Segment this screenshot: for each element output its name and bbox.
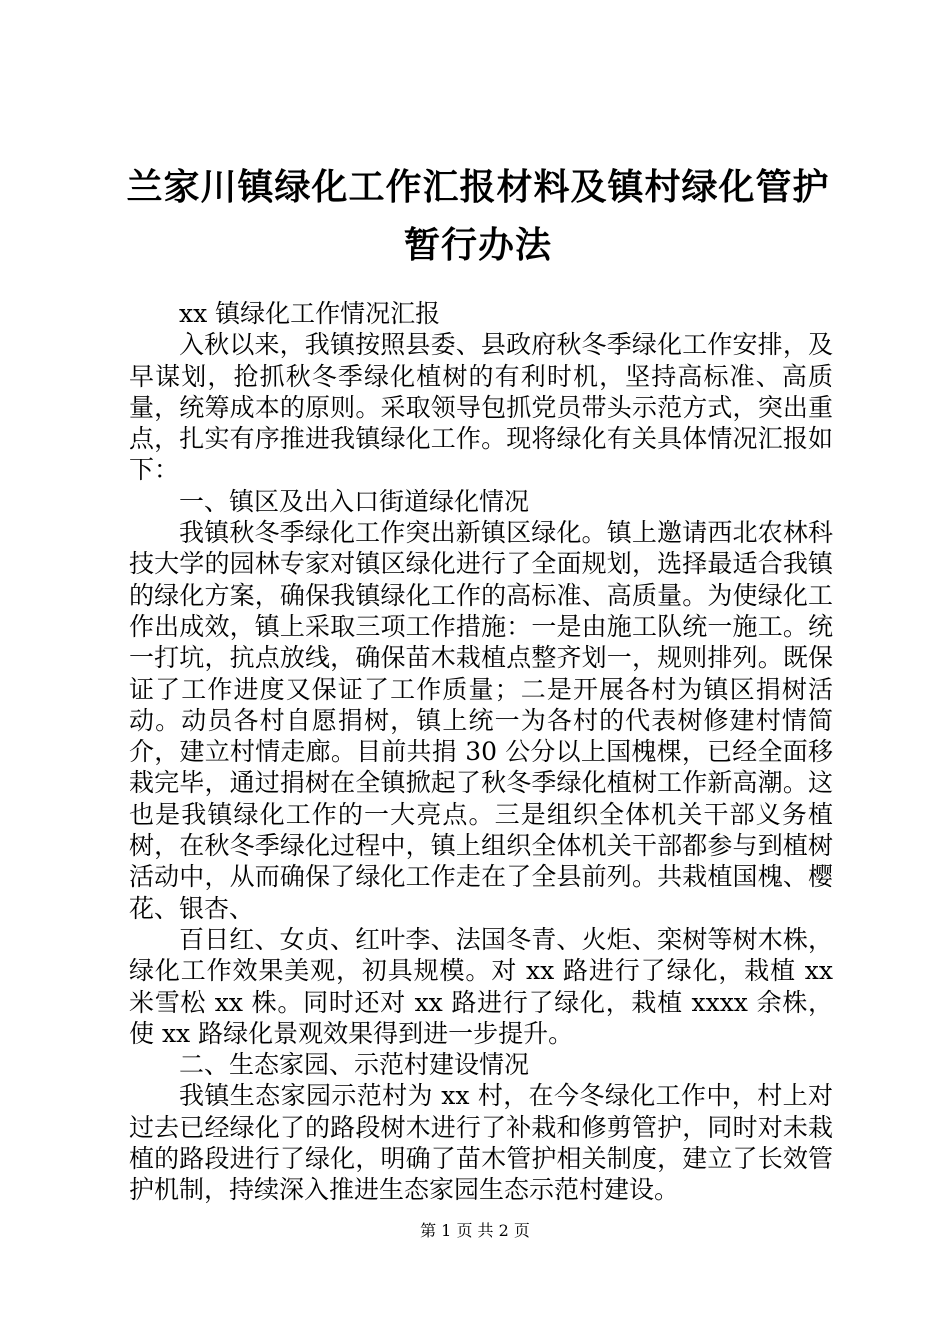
section-heading-1: 一、镇区及出入口街道绿化情况 <box>179 486 530 516</box>
page-number-footer: 第 1 页 共 2 页 <box>420 1221 530 1240</box>
report-subtitle: xx 镇绿化工作情况汇报 <box>179 299 441 328</box>
section-1-paragraph-2: 百日红、女贞、红叶李、法国冬青、火炬、栾树等树木株，绿化工作效果美观，初具规模。对 xx 路进行了绿化，栽植 xx 米雪松 xx 株。同时还对 xx 路进行了绿化，栽植 xxxx 余株，使 xx 路绿化景观效果得到进一步提升。 <box>129 924 833 1048</box>
section-1-paragraph-1: 我镇秋冬季绿化工作突出新镇区绿化。镇上邀请西北农林科技大学的园林专家对镇区绿化进行了全面规划，选择最适合我镇的绿化方案，确保我镇绿化工作的高标准、高质量。为使绿化工作出成效，镇上采取三项工作措施：一是由施工队统一施工。统一打坑，抗点放线，确保苗木栽植点整齐划一，规则排列。既保证了工作进度又保证了工作质量；二是开展各村为镇区捐树活动。动员各村自愿捐树，镇上统一为各村的代表树修建村情简介，建立村情走廊。目前共捐 30 公分以上国槐棵，已经全面移栽完毕，通过捐树在全镇掀起了秋冬季绿化植树工作新高潮。这也是我镇绿化工作的一大亮点。三是组织全体机关干部义务植树，在秋冬季绿化过程中，镇上组织全体机关干部都参与到植树活动中，从而确保了绿化工作走在了全县前列。共栽植国槐、樱花、银杏、 <box>129 518 833 923</box>
intro-paragraph: 入秋以来，我镇按照县委、县政府秋冬季绿化工作安排，及早谋划，抢抓秋冬季绿化植树的有利时机，坚持高标准、高质量，统筹成本的原则。采取领导包抓党员带头示范方式，突出重点，扎实有序推进我镇绿化工作。现将绿化有关具体情况汇报如下： <box>129 330 833 485</box>
document-body <box>129 298 833 1206</box>
section-2-paragraph-1: 我镇生态家园示范村为 xx 村，在今冬绿化工作中，村上对过去已经绿化了的路段树木进行了补栽和修剪管护，同时对未栽植的路段进行了绿化，明确了苗木管护相关制度，建立了长效管护机制，持续深入推进生态家园生态示范村建设。 <box>129 1081 833 1205</box>
document-title: 兰家川镇绿化工作汇报材料及镇村绿化管护暂行办法 <box>126 166 830 266</box>
section-heading-2: 二、生态家园、示范村建设情况 <box>179 1050 530 1080</box>
